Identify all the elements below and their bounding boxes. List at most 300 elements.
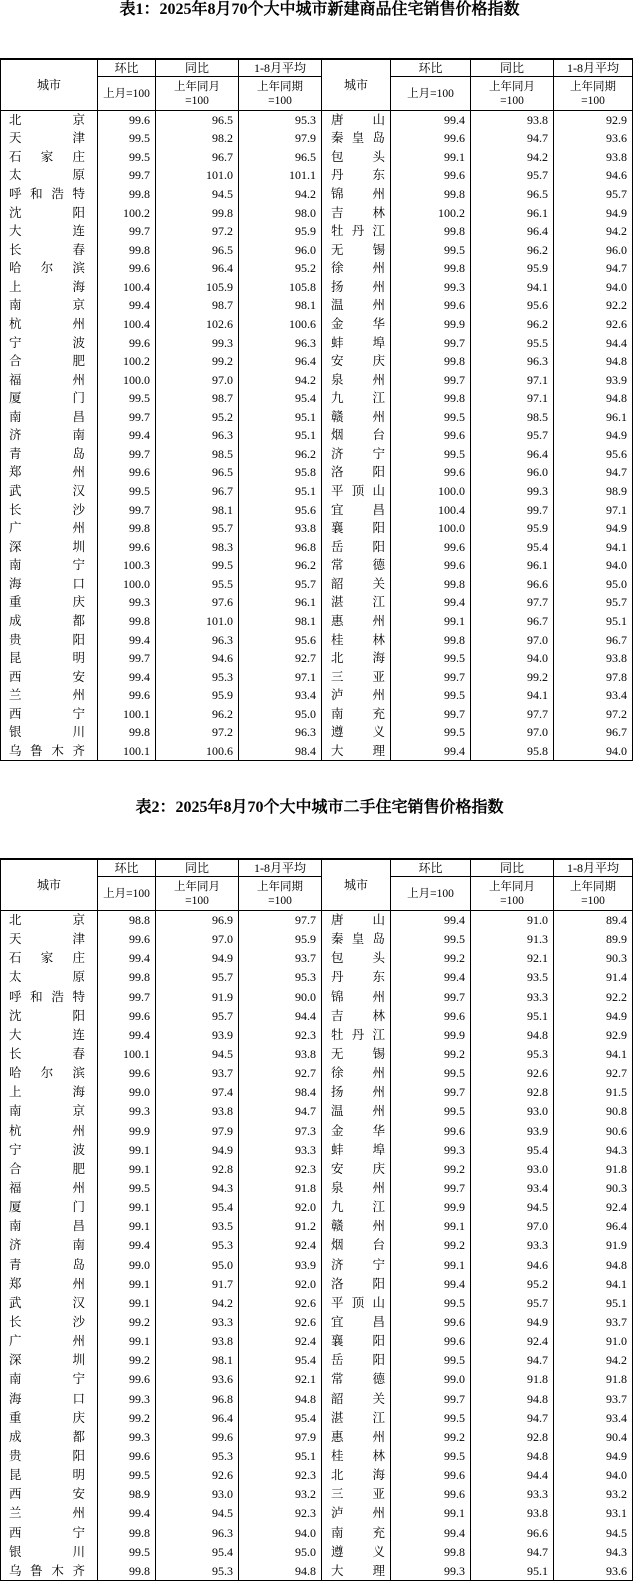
yoy-index: 94.7 <box>471 1351 554 1370</box>
city-name: 岳阳 <box>322 1351 391 1370</box>
ytd-avg-index: 92.7 <box>239 1064 322 1083</box>
city-header: 城市 <box>322 859 391 911</box>
ytd-avg-base-line-2: =100 <box>268 894 292 907</box>
city-name: 深圳 <box>1 1351 98 1370</box>
city-name: 韶关 <box>322 1389 391 1408</box>
ytd-avg-base-line-1: 上年同期 <box>570 80 616 93</box>
mom-index: 99.9 <box>391 1025 471 1044</box>
yoy-index: 95.9 <box>471 519 554 538</box>
mom-index: 100.1 <box>98 705 156 724</box>
table-row <box>1 593 633 612</box>
city-name: 长春 <box>1 1044 98 1063</box>
yoy-index: 98.3 <box>156 537 239 556</box>
table-row <box>1 1255 633 1274</box>
city-name: 福州 <box>1 1178 98 1197</box>
yoy-index: 96.3 <box>471 352 554 371</box>
table-row <box>1 1274 633 1293</box>
city-name: 青岛 <box>1 1255 98 1274</box>
ytd-avg-index: 94.2 <box>554 222 633 241</box>
ytd-avg-base-label <box>554 877 633 911</box>
yoy-index: 98.7 <box>156 296 239 315</box>
mom-index: 100.2 <box>391 203 471 222</box>
table-row <box>1 1523 633 1542</box>
ytd-avg-index: 94.9 <box>554 1446 633 1465</box>
ytd-avg-base-label <box>239 877 322 911</box>
ytd-avg-index: 94.9 <box>554 203 633 222</box>
mom-index: 99.6 <box>391 426 471 445</box>
city-name: 安庆 <box>322 352 391 371</box>
table-row <box>1 949 633 968</box>
yoy-index: 91.9 <box>156 987 239 1006</box>
yoy-index: 93.9 <box>471 1121 554 1140</box>
table-row <box>1 742 633 761</box>
table-row <box>1 1485 633 1504</box>
ytd-avg-index: 96.7 <box>554 723 633 742</box>
mom-index: 99.8 <box>98 1561 156 1580</box>
yoy-index: 95.3 <box>156 1236 239 1255</box>
city-name: 韶关 <box>322 575 391 594</box>
mom-index: 99.6 <box>98 686 156 705</box>
yoy-index: 98.5 <box>156 445 239 464</box>
yoy-index: 97.1 <box>471 370 554 389</box>
table-row <box>1 1542 633 1561</box>
ytd-avg-index: 90.8 <box>554 1102 633 1121</box>
yoy-index: 95.0 <box>156 1255 239 1274</box>
ytd-avg-index: 95.1 <box>239 408 322 427</box>
yoy-base-label <box>471 77 554 111</box>
yoy-index: 97.0 <box>156 930 239 949</box>
mom-index: 99.7 <box>391 1083 471 1102</box>
city-name: 海口 <box>1 575 98 594</box>
ytd-avg-index: 94.1 <box>554 1274 633 1293</box>
mom-index: 100.4 <box>391 500 471 519</box>
mom-index: 99.4 <box>391 111 471 130</box>
mom-index: 99.6 <box>98 111 156 130</box>
city-name: 包头 <box>322 949 391 968</box>
yoy-index: 97.2 <box>156 723 239 742</box>
ytd-avg-index: 95.1 <box>554 1293 633 1312</box>
city-name: 南宁 <box>1 556 98 575</box>
mom-index: 99.0 <box>98 1083 156 1102</box>
ytd-avg-index: 92.7 <box>239 649 322 668</box>
yoy-index: 94.9 <box>471 1312 554 1331</box>
yoy-index: 98.5 <box>471 408 554 427</box>
ytd-avg-index: 93.3 <box>239 1140 322 1159</box>
table-row <box>1 911 633 930</box>
yoy-index: 96.4 <box>156 259 239 278</box>
ytd-avg-index: 90.3 <box>554 1178 633 1197</box>
yoy-index: 94.6 <box>156 649 239 668</box>
yoy-index: 95.1 <box>471 1561 554 1580</box>
mom-index: 99.1 <box>98 1293 156 1312</box>
mom-index: 100.0 <box>391 519 471 538</box>
ytd-avg-header: 1-8月平均 <box>239 59 322 77</box>
ytd-avg-index: 96.0 <box>554 240 633 259</box>
yoy-index: 95.3 <box>156 1446 239 1465</box>
table-row <box>1 1083 633 1102</box>
mom-index: 99.4 <box>98 1025 156 1044</box>
yoy-index: 91.8 <box>471 1370 554 1389</box>
yoy-header: 同比 <box>471 59 554 77</box>
city-name: 广州 <box>1 1332 98 1351</box>
table-row <box>1 1351 633 1370</box>
yoy-index: 91.7 <box>156 1274 239 1293</box>
yoy-index: 94.6 <box>471 1255 554 1274</box>
table-row <box>1 1025 633 1044</box>
ytd-avg-index: 93.7 <box>554 1312 633 1331</box>
city-name: 蚌埠 <box>322 333 391 352</box>
mom-index: 99.8 <box>98 240 156 259</box>
table-row <box>1 296 633 315</box>
city-name: 重庆 <box>1 1408 98 1427</box>
mom-index: 99.5 <box>391 723 471 742</box>
yoy-index: 95.7 <box>471 426 554 445</box>
yoy-index: 102.6 <box>156 315 239 334</box>
mom-index: 99.7 <box>391 1178 471 1197</box>
yoy-index: 98.2 <box>156 129 239 148</box>
yoy-index: 94.8 <box>471 1025 554 1044</box>
ytd-avg-index: 91.9 <box>554 1236 633 1255</box>
yoy-index: 92.4 <box>471 1332 554 1351</box>
mom-index: 99.1 <box>391 148 471 167</box>
city-name: 西安 <box>1 667 98 686</box>
yoy-base-line-2: =100 <box>500 94 524 107</box>
city-name: 扬州 <box>322 278 391 297</box>
ytd-avg-index: 95.4 <box>239 1351 322 1370</box>
table-row <box>1 1006 633 1025</box>
mom-index: 99.9 <box>391 1198 471 1217</box>
table-row <box>1 1389 633 1408</box>
mom-index: 99.8 <box>98 185 156 204</box>
mom-index: 99.4 <box>391 1274 471 1293</box>
table-row <box>1 1446 633 1465</box>
table-row <box>1 630 633 649</box>
table-row <box>1 1236 633 1255</box>
ytd-avg-index: 95.2 <box>239 259 322 278</box>
city-name: 襄阳 <box>322 1332 391 1351</box>
mom-index: 99.3 <box>98 1389 156 1408</box>
city-name: 温州 <box>322 296 391 315</box>
mom-index: 99.4 <box>391 1523 471 1542</box>
mom-index: 99.1 <box>391 612 471 631</box>
city-name: 南充 <box>322 705 391 724</box>
ytd-avg-index: 95.3 <box>239 111 322 130</box>
city-name: 大连 <box>1 1025 98 1044</box>
ytd-avg-index: 94.0 <box>239 1523 322 1542</box>
yoy-index: 96.1 <box>471 556 554 575</box>
city-name: 丹东 <box>322 968 391 987</box>
header-row-top <box>1 859 633 877</box>
city-name: 北京 <box>1 911 98 930</box>
table-row <box>1 370 633 389</box>
ytd-avg-index: 94.8 <box>239 1561 322 1580</box>
city-name: 杭州 <box>1 1121 98 1140</box>
mom-index: 99.4 <box>98 1236 156 1255</box>
city-name: 湛江 <box>322 593 391 612</box>
city-name: 烟台 <box>322 426 391 445</box>
mom-index: 99.7 <box>391 1389 471 1408</box>
city-name: 济宁 <box>322 445 391 464</box>
ytd-avg-index: 95.9 <box>239 930 322 949</box>
table-row <box>1 408 633 427</box>
mom-index: 99.4 <box>98 426 156 445</box>
ytd-avg-index: 94.7 <box>554 259 633 278</box>
city-name: 广州 <box>1 519 98 538</box>
yoy-index: 92.8 <box>471 1427 554 1446</box>
ytd-avg-index: 96.1 <box>239 593 322 612</box>
yoy-index: 92.6 <box>156 1466 239 1485</box>
mom-index: 99.5 <box>98 389 156 408</box>
ytd-avg-base-line-2: =100 <box>268 94 292 107</box>
yoy-index: 93.5 <box>156 1217 239 1236</box>
ytd-avg-index: 92.2 <box>554 296 633 315</box>
ytd-avg-index: 96.0 <box>239 240 322 259</box>
yoy-index: 97.6 <box>156 593 239 612</box>
city-name: 泉州 <box>322 1178 391 1197</box>
yoy-index: 96.6 <box>471 575 554 594</box>
yoy-index: 96.0 <box>471 463 554 482</box>
yoy-index: 98.7 <box>156 389 239 408</box>
yoy-index: 94.5 <box>156 185 239 204</box>
city-name: 赣州 <box>322 1217 391 1236</box>
yoy-index: 93.3 <box>156 1312 239 1331</box>
city-name: 秦皇岛 <box>322 930 391 949</box>
table-row <box>1 203 633 222</box>
table-row <box>1 649 633 668</box>
ytd-avg-index: 93.8 <box>554 148 633 167</box>
yoy-index: 95.9 <box>156 686 239 705</box>
ytd-avg-index: 92.9 <box>554 1025 633 1044</box>
yoy-index: 93.3 <box>471 1485 554 1504</box>
mom-base-label: 上月=100 <box>98 77 156 111</box>
yoy-index: 98.1 <box>156 1351 239 1370</box>
city-name: 昆明 <box>1 1466 98 1485</box>
city-name: 金华 <box>322 1121 391 1140</box>
mom-header: 环比 <box>391 59 471 77</box>
mom-index: 99.7 <box>98 166 156 185</box>
yoy-index: 94.2 <box>471 148 554 167</box>
table-row <box>1 1561 633 1580</box>
city-header: 城市 <box>322 59 391 111</box>
yoy-index: 95.2 <box>156 408 239 427</box>
ytd-avg-index: 97.7 <box>239 911 322 930</box>
yoy-index: 96.2 <box>471 240 554 259</box>
yoy-index: 97.9 <box>156 1121 239 1140</box>
city-name: 平顶山 <box>322 482 391 501</box>
city-name: 唐山 <box>322 911 391 930</box>
ytd-avg-index: 96.1 <box>554 408 633 427</box>
ytd-avg-index: 92.2 <box>554 987 633 1006</box>
yoy-index: 94.7 <box>471 1542 554 1561</box>
city-name: 常德 <box>322 556 391 575</box>
table-row <box>1 1427 633 1446</box>
mom-index: 99.3 <box>98 1427 156 1446</box>
city-name: 天津 <box>1 930 98 949</box>
yoy-index: 93.9 <box>156 1025 239 1044</box>
yoy-base-line-1: 上年同月 <box>174 880 220 893</box>
city-name: 乌鲁木齐 <box>1 742 98 761</box>
mom-index: 99.8 <box>98 1523 156 1542</box>
mom-index: 99.2 <box>98 1312 156 1331</box>
mom-index: 99.6 <box>391 1121 471 1140</box>
mom-index: 99.5 <box>391 240 471 259</box>
table-row <box>1 500 633 519</box>
mom-index: 99.5 <box>98 148 156 167</box>
yoy-index: 95.7 <box>156 519 239 538</box>
yoy-index: 95.3 <box>471 1044 554 1063</box>
city-name: 宁波 <box>1 333 98 352</box>
ytd-avg-index: 97.9 <box>239 129 322 148</box>
ytd-avg-index: 94.7 <box>239 1102 322 1121</box>
ytd-avg-index: 91.8 <box>554 1159 633 1178</box>
ytd-avg-index: 93.4 <box>239 686 322 705</box>
table-row <box>1 1102 633 1121</box>
table-row <box>1 259 633 278</box>
mom-index: 99.5 <box>391 1102 471 1121</box>
yoy-index: 96.5 <box>471 185 554 204</box>
city-name: 深圳 <box>1 537 98 556</box>
yoy-index: 95.7 <box>471 166 554 185</box>
ytd-avg-index: 96.3 <box>239 333 322 352</box>
table-row <box>1 575 633 594</box>
yoy-index: 96.5 <box>156 240 239 259</box>
yoy-index: 94.5 <box>156 1044 239 1063</box>
mom-index: 99.1 <box>98 1274 156 1293</box>
ytd-avg-index: 93.8 <box>239 519 322 538</box>
ytd-avg-index: 92.0 <box>239 1274 322 1293</box>
city-name: 南昌 <box>1 1217 98 1236</box>
ytd-avg-index: 94.0 <box>554 742 633 761</box>
table-row <box>1 1293 633 1312</box>
mom-index: 100.1 <box>98 742 156 761</box>
mom-index: 99.7 <box>98 445 156 464</box>
city-name: 安庆 <box>322 1159 391 1178</box>
ytd-avg-index: 98.1 <box>239 612 322 631</box>
city-name: 贵阳 <box>1 1446 98 1465</box>
yoy-index: 94.7 <box>471 129 554 148</box>
city-name: 大理 <box>322 1561 391 1580</box>
ytd-avg-index: 92.6 <box>239 1312 322 1331</box>
city-name: 徐州 <box>322 259 391 278</box>
yoy-index: 95.6 <box>471 296 554 315</box>
city-name: 北海 <box>322 649 391 668</box>
city-name: 西宁 <box>1 1523 98 1542</box>
mom-index: 100.1 <box>98 1044 156 1063</box>
ytd-avg-index: 98.1 <box>239 296 322 315</box>
ytd-avg-index: 93.1 <box>554 1504 633 1523</box>
yoy-index: 96.4 <box>471 222 554 241</box>
city-name: 长沙 <box>1 1312 98 1331</box>
table-row <box>1 1504 633 1523</box>
mom-base-label: 上月=100 <box>391 77 471 111</box>
city-name: 无锡 <box>322 1044 391 1063</box>
ytd-avg-index: 105.8 <box>239 278 322 297</box>
yoy-index: 95.3 <box>156 1561 239 1580</box>
city-name: 银川 <box>1 1542 98 1561</box>
city-name: 徐州 <box>322 1064 391 1083</box>
ytd-avg-index: 98.4 <box>239 742 322 761</box>
yoy-index: 93.5 <box>471 968 554 987</box>
ytd-avg-index: 92.4 <box>239 1332 322 1351</box>
ytd-avg-index: 94.8 <box>239 1389 322 1408</box>
mom-index: 99.6 <box>98 1370 156 1389</box>
yoy-index: 96.8 <box>156 1389 239 1408</box>
city-name: 郑州 <box>1 463 98 482</box>
ytd-avg-index: 94.3 <box>554 1542 633 1561</box>
yoy-index: 99.2 <box>156 352 239 371</box>
yoy-index: 94.7 <box>471 1408 554 1427</box>
ytd-avg-index: 92.4 <box>554 1198 633 1217</box>
ytd-avg-index: 98.0 <box>239 203 322 222</box>
ytd-avg-index: 90.6 <box>554 1121 633 1140</box>
mom-index: 99.5 <box>98 482 156 501</box>
city-name: 重庆 <box>1 593 98 612</box>
ytd-avg-index: 90.4 <box>554 1427 633 1446</box>
table-row <box>1 1159 633 1178</box>
mom-index: 99.7 <box>391 705 471 724</box>
ytd-avg-index: 93.9 <box>239 1255 322 1274</box>
yoy-index: 105.9 <box>156 278 239 297</box>
yoy-index: 94.9 <box>156 949 239 968</box>
mom-index: 100.0 <box>98 575 156 594</box>
ytd-avg-index: 95.3 <box>239 968 322 987</box>
city-name: 呼和浩特 <box>1 185 98 204</box>
table-row <box>1 129 633 148</box>
city-name: 遵义 <box>322 723 391 742</box>
table-row <box>1 389 633 408</box>
table-row <box>1 166 633 185</box>
city-name: 合肥 <box>1 1159 98 1178</box>
ytd-avg-index: 91.4 <box>554 968 633 987</box>
city-name: 厦门 <box>1 1198 98 1217</box>
yoy-index: 97.0 <box>156 370 239 389</box>
mom-index: 99.6 <box>391 129 471 148</box>
mom-index: 99.2 <box>391 949 471 968</box>
ytd-avg-index: 94.8 <box>554 1255 633 1274</box>
mom-index: 99.6 <box>391 166 471 185</box>
table-row <box>1 667 633 686</box>
ytd-avg-base-line-1: 上年同期 <box>257 880 303 893</box>
ytd-avg-base-line-1: 上年同期 <box>570 880 616 893</box>
yoy-index: 96.3 <box>156 630 239 649</box>
table-row <box>1 1044 633 1063</box>
city-name: 西宁 <box>1 705 98 724</box>
ytd-avg-index: 94.2 <box>239 185 322 204</box>
table-row <box>1 1064 633 1083</box>
table-row <box>1 315 633 334</box>
ytd-avg-index: 93.6 <box>554 129 633 148</box>
yoy-index: 93.6 <box>156 1370 239 1389</box>
yoy-index: 95.5 <box>471 333 554 352</box>
city-name: 烟台 <box>322 1236 391 1255</box>
city-name: 大理 <box>322 742 391 761</box>
mom-index: 99.4 <box>98 949 156 968</box>
ytd-avg-index: 96.8 <box>239 537 322 556</box>
yoy-index: 92.8 <box>156 1159 239 1178</box>
mom-index: 99.1 <box>98 1159 156 1178</box>
mom-index: 99.5 <box>98 129 156 148</box>
ytd-avg-index: 94.5 <box>554 1523 633 1542</box>
ytd-avg-index: 93.6 <box>554 1561 633 1580</box>
city-name: 牡丹江 <box>322 1025 391 1044</box>
mom-index: 99.5 <box>391 408 471 427</box>
ytd-avg-header: 1-8月平均 <box>554 859 633 877</box>
yoy-index: 97.1 <box>471 389 554 408</box>
table-row <box>1 686 633 705</box>
ytd-avg-index: 101.1 <box>239 166 322 185</box>
city-name: 牡丹江 <box>322 222 391 241</box>
table-row <box>1 1370 633 1389</box>
